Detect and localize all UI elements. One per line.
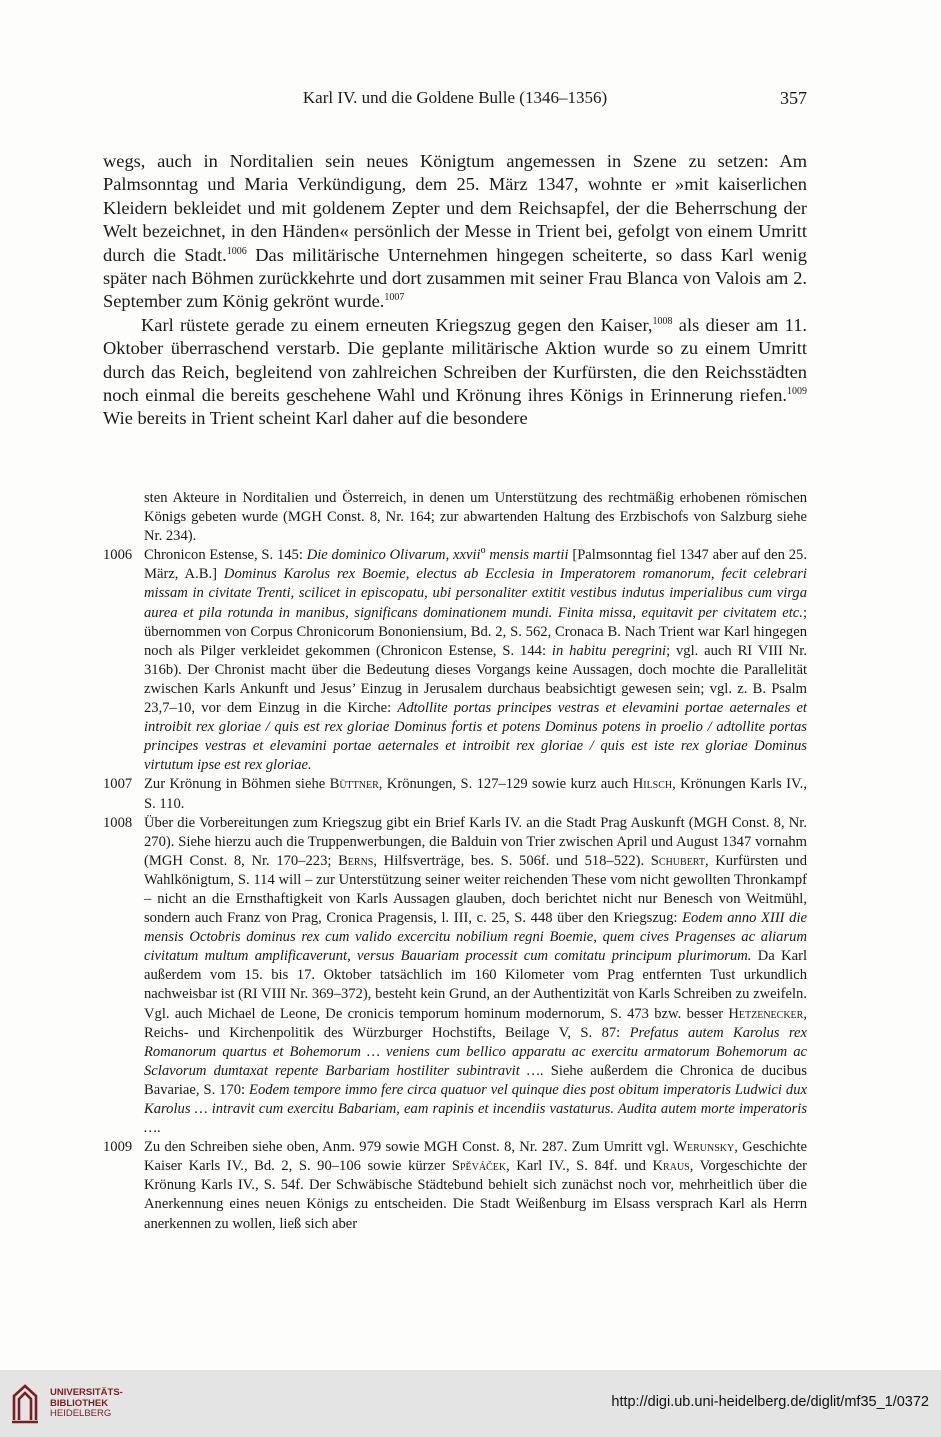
text-span: Über die Vorbereitungen zum Kriegszug gibt ein Brief Karls IV. an die Stadt Prag Auskunft (MGH Const. 8, Nr. 270). Siehe hierzu auch die Truppenwerbungen, die Balduin von Trier zwischen April und August 1347 vornahm (MGH Const. 8, Nr. 170–223;	[144, 814, 807, 869]
latin-quote: Adtollite portas principes vestras et elevamini portae aeternales et introibit rex gloriae / quis est rex gloriae Dominus fortis et potens Dominus potens in proelio / adtollite portas principes vestras et elevamini portae aeternales et introibit rex gloriae / quis est iste rex gloriae Dominus virtutum ipse est rex gloriae.	[144, 700, 807, 774]
running-head	[103, 88, 807, 112]
text-span: . Siehe außerdem die Chronica de ducibus Bavariae, S. 170:	[144, 1062, 807, 1098]
text-span: , Hilfsverträge, bes. S. 506f. und 518–522).	[373, 852, 651, 869]
logo-line: BIBLIOTHEK	[50, 1397, 109, 1409]
running-title: Karl IV. und die Goldene Bulle (1346–1356)	[302, 88, 608, 107]
text-span: Zur Krönung in Böhmen siehe	[144, 776, 330, 793]
author-name: Büttner	[329, 776, 379, 793]
superscript: o	[480, 545, 486, 557]
author-name: Berns	[338, 852, 374, 869]
page-number: 357	[780, 88, 807, 108]
latin-quote: Die dominico Olivarum, xxvii	[306, 547, 481, 564]
text-span: Da Karl außerdem vom 15. bis 17. Oktober tatsächlich im 160 Kilometer vom Prag entfernten Tust urkundlich nachweisbar ist (RI VIII Nr. 369–372), besteht kein Grund, an der Authentizität von Karls Schreiben zu zweifeln. Vgl. auch Michael de Leone, De cronicis temporum hominum modernorum, S. 473 bzw. besser	[144, 948, 808, 1022]
footnote-1007	[103, 775, 807, 813]
text-span: .	[156, 1120, 161, 1137]
author-name: Hilsch	[632, 776, 673, 793]
text-span: Chronicon Estense, S. 145:	[144, 547, 307, 564]
footnote-1009	[103, 1138, 807, 1233]
text-span: , Geschichte Kaiser Karls IV., Bd. 2, S. 90–106 sowie kürzer	[144, 1139, 807, 1175]
author-name: Werunsky	[673, 1139, 735, 1156]
author-name: Hetzenecker	[728, 1005, 804, 1022]
latin-quote: Prefatus autem Karolus rex Romanorum quartus et Bohemorum … veniens cum bellico apparatu ac exercitu armatorum Bohemorum ac Sclavorum dumtaxat repente Barbariam hostiliter subintravit …	[144, 1024, 807, 1079]
author-name: Kraus	[652, 1158, 690, 1175]
text-span: ; übernommen von Corpus Chronicorum Bononiensium, Bd. 2, S. 562, Cronaca B. Nach Trient war Karl hingegen noch als Pilger verkleidet gekommen (Chronicon Estense, S. 144:	[144, 604, 807, 659]
logo-line: UNIVERSITÄTS-	[50, 1387, 123, 1398]
latin-quote: Eodem anno XIII die mensis Octobris dominus rex cum valido excercitu nobilium regni Boemie, quem cives Pragenses ac aliarum civitatum multum amplificaverunt, versus Bauariam processit cum comitatu principum plurimorum.	[144, 910, 807, 965]
text-span: [Palmsonntag fiel 1347 aber auf den 25. März, A.B.]	[144, 547, 807, 583]
footnote-continued	[103, 489, 807, 546]
library-footer-bar	[0, 1370, 941, 1437]
footnote-number: 1007	[103, 776, 133, 793]
text-span: wegs, auch in Norditalien sein neues Königtum angemessen in Szene zu setzen: Am Palmsonntag und Maria Verkündigung, dem 25. März 1347, wohnte er »mit kaiserlichen Kleidern bekleidet und mit goldenem Zepter und dem Reichsapfel, der die Beherrschung der Welt bezeichnet, in den Händen« persönlich der Messe in Trient bei, gefolgt von einem Umritt durch die Stadt.	[103, 151, 807, 265]
text-span: , Krönungen, S. 127–129 sowie kurz auch	[378, 776, 633, 793]
footnote-1006	[103, 546, 807, 775]
footnote-ref-1006[interactable]: 1006	[226, 245, 247, 257]
footnote-number: 1006	[103, 547, 133, 564]
latin-quote: mensis martii	[485, 547, 569, 564]
footnote-1008	[103, 814, 807, 1139]
text-span: sten Akteure in Norditalien und Österreich, in denen um Unterstützung des rechtmäßig erhobenen römischen Königs gebeten wurde (MGH Const. 8, Nr. 164; zur abwartenden Haltung des Erzbischofs von Salzburg siehe Nr. 234).	[144, 490, 807, 545]
text-span: Das militärische Unternehmen hingegen scheiterte, so dass Karl wenig später nach Böhmen zurückkehrte und dort zusammen mit seiner Frau Blanca von Valois am 2. September zum König gekrönt wurde.	[103, 244, 807, 312]
latin-quote: Dominus Karolus rex Boemie, electus ab Ecclesia in Imperatorem romanorum, fecit celebrari missam in civitate Trenti, scilicet in episcopatu, ubi personaliter extitit vestibus indutus imperialibus cum virga aurea et pila rotunda in manibus, significans dominationem mundi. Finita missa, equitavit per civitatem etc.	[144, 566, 807, 621]
text-span: , Vorgeschichte der Krönung Karls IV., S. 54f. Der Schwäbische Städtebund behielt sich zunächst noch vor, mehrheitlich über die Anerkennung eines neuen Königs zu entscheiden. Die Stadt Weißenburg im Elsass versprach Karl als Herrn anerkennen zu wollen, ließ sich aber	[144, 1158, 807, 1232]
text-span: , Reichs- und Kirchenpolitik des Würzburger Hochstifts, Beilage V, S. 87:	[144, 1005, 807, 1041]
text-span: ; vgl. auch RI VIII Nr. 316b). Der Chronist macht über die Bedeutung dieses Vorgangs keine Aussagen, doch mochte die Parallelität zwischen Karls Ankunft und Jesus’ Einzug in Jerusalem durchaus beabsichtigt gewesen sein; vgl. z. B. Psalm 23,7–10, vor dem Einzug in die Kirche:	[144, 642, 808, 717]
footnote-number: 1008	[103, 814, 133, 831]
logo-line: HEIDELBERG	[50, 1408, 112, 1419]
text-span: Wie bereits in Trient scheint Karl daher auf die besondere	[103, 408, 528, 429]
permalink-url[interactable]: http://digi.ub.uni-heidelberg.de/diglit/mf35_1/0372	[611, 1394, 929, 1410]
text-span: , Kurfürsten und Wahlkönigtum, S. 114 will – zur Unterstützung seiner weiter reichenden These vom nicht gewollten Thronkampf – nicht an die Ernsthaftigkeit von Karls Aussagen glauben, doch berichtet nicht nur Benesch von Weitmühl, sondern auch Franz von Prag, Cronica Pragensis, l. III, c. 25, S. 448 über den Kriegszug:	[144, 852, 807, 927]
footnote-number: 1009	[103, 1139, 133, 1156]
text-span: , Karl IV., S. 84f. und	[506, 1158, 653, 1175]
paragraph-2	[103, 314, 807, 431]
latin-quote: Eodem tempore immo fere circa quatuor vel quinque dies post obitum imperatoris Ludwici dux Karolus … intravit cum exercitu Babariam, eam rapinis et incendiis vastaturus. Audita autem morte imperatoris …	[144, 1081, 807, 1137]
library-logo-text	[50, 1388, 123, 1420]
author-name: Schubert	[650, 852, 705, 869]
text-span: Zu den Schreiben siehe oben, Anm. 979 sowie MGH Const. 8, Nr. 287. Zum Umritt vgl.	[144, 1139, 674, 1156]
library-logo-icon	[10, 1382, 40, 1424]
text-span: , Krönungen Karls IV., S. 110.	[144, 776, 807, 812]
footnote-ref-1009[interactable]: 1009	[787, 385, 807, 397]
footnote-ref-1007[interactable]: 1007	[384, 292, 405, 304]
footnote-ref-1008[interactable]: 1008	[652, 315, 673, 327]
latin-quote: in habitu peregrini	[551, 642, 667, 659]
paragraph-1	[103, 150, 807, 314]
footnotes	[103, 489, 807, 1234]
author-name: Spěváček	[451, 1158, 507, 1175]
main-text	[103, 150, 807, 431]
text-span: Karl rüstete gerade zu einem erneuten Kriegszug gegen den Kaiser,	[141, 314, 653, 335]
text-span: als dieser am 11. Oktober überraschend verstarb. Die geplante militärische Aktion wurde so zu einem Umritt durch das Reich, begleitend von zahlreichen Schreiben der Kurfürsten, die den Reichsstädten noch einmal die bereits geschehene Wahl und Krönung ihres Königs in Erinnerung riefen.	[103, 314, 807, 406]
